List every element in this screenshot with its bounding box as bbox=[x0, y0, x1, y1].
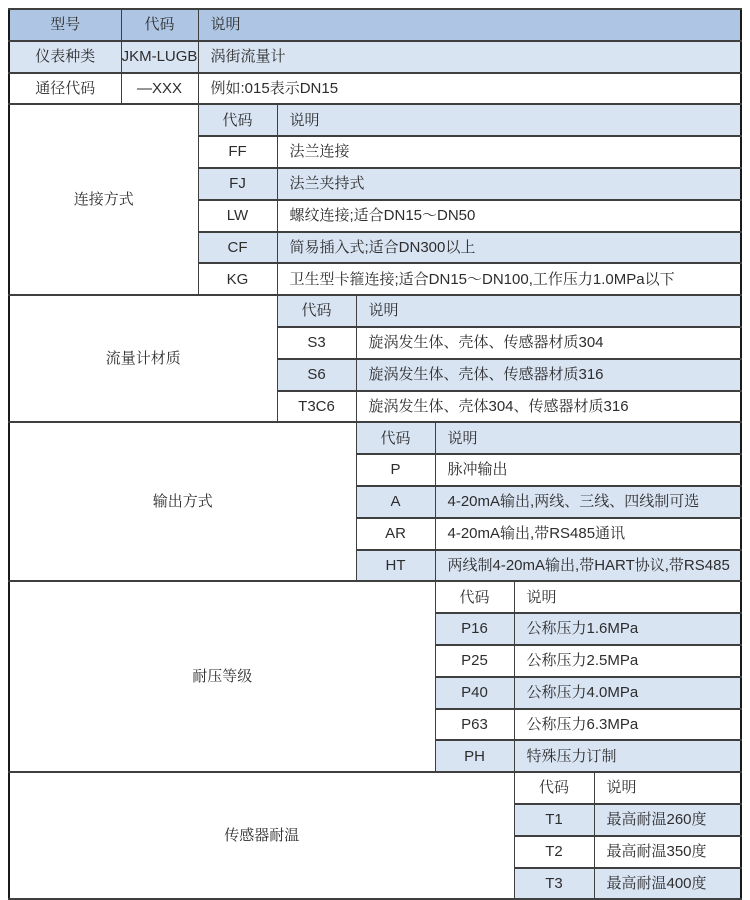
nested-code-header: 代码 bbox=[198, 104, 277, 136]
row-label-cell: 通径代码 bbox=[9, 73, 121, 105]
section-label: 流量计材质 bbox=[9, 295, 277, 422]
section-temperature-header-row bbox=[9, 772, 741, 804]
nested-code-header: 代码 bbox=[277, 295, 356, 327]
row-label-cell: 仪表种类 bbox=[9, 41, 121, 73]
desc-cell: 4-20mA输出,带RS485通讯 bbox=[435, 518, 741, 550]
row-desc-cell: 涡街流量计 bbox=[198, 41, 741, 73]
nested-desc-header: 说明 bbox=[435, 422, 741, 454]
code-cell: S6 bbox=[277, 359, 356, 391]
desc-cell: 旋涡发生体、壳体、传感器材质316 bbox=[356, 359, 741, 391]
code-cell: T3C6 bbox=[277, 391, 356, 423]
table-header-row bbox=[9, 9, 741, 41]
desc-cell: 最高耐温400度 bbox=[594, 868, 741, 900]
desc-cell: 脉冲输出 bbox=[435, 454, 741, 486]
nested-code-header: 代码 bbox=[435, 581, 514, 613]
code-cell: P25 bbox=[435, 645, 514, 677]
header-desc-cell: 说明 bbox=[198, 9, 741, 41]
nested-desc-header: 说明 bbox=[356, 295, 741, 327]
diameter-code-row bbox=[9, 73, 741, 105]
section-label: 连接方式 bbox=[9, 104, 198, 295]
section-connection-header-row bbox=[9, 104, 741, 136]
desc-cell: 特殊压力订制 bbox=[514, 740, 741, 772]
section-label: 传感器耐温 bbox=[9, 772, 514, 899]
model-selection-spec-table bbox=[8, 8, 742, 900]
code-cell: PH bbox=[435, 740, 514, 772]
code-cell: LW bbox=[198, 200, 277, 232]
nested-code-header: 代码 bbox=[356, 422, 435, 454]
code-cell: P40 bbox=[435, 677, 514, 709]
header-model-cell: 型号 bbox=[9, 9, 121, 41]
desc-cell: 最高耐温350度 bbox=[594, 836, 741, 868]
nested-desc-header: 说明 bbox=[514, 581, 741, 613]
code-cell: S3 bbox=[277, 327, 356, 359]
desc-cell: 公称压力2.5MPa bbox=[514, 645, 741, 677]
nested-desc-header: 说明 bbox=[594, 772, 741, 804]
row-code-cell: —XXX bbox=[121, 73, 198, 105]
desc-cell: 螺纹连接;适合DN15～DN50 bbox=[277, 200, 741, 232]
desc-cell: 旋涡发生体、壳体304、传感器材质316 bbox=[356, 391, 741, 423]
code-cell: T2 bbox=[514, 836, 594, 868]
desc-cell: 公称压力6.3MPa bbox=[514, 709, 741, 741]
code-cell: FJ bbox=[198, 168, 277, 200]
code-cell: A bbox=[356, 486, 435, 518]
row-code-cell: JKM-LUGB bbox=[121, 41, 198, 73]
nested-desc-header: 说明 bbox=[277, 104, 741, 136]
nested-code-header: 代码 bbox=[514, 772, 594, 804]
header-code-cell: 代码 bbox=[121, 9, 198, 41]
code-cell: P63 bbox=[435, 709, 514, 741]
code-cell: T3 bbox=[514, 868, 594, 900]
desc-cell: 法兰夹持式 bbox=[277, 168, 741, 200]
code-cell: P16 bbox=[435, 613, 514, 645]
desc-cell: 卫生型卡箍连接;适合DN15～DN100,工作压力1.0MPa以下 bbox=[277, 263, 741, 295]
section-pressure-header-row bbox=[9, 581, 741, 613]
desc-cell: 4-20mA输出,两线、三线、四线制可选 bbox=[435, 486, 741, 518]
desc-cell: 公称压力4.0MPa bbox=[514, 677, 741, 709]
desc-cell: 最高耐温260度 bbox=[594, 804, 741, 836]
code-cell: CF bbox=[198, 232, 277, 264]
desc-cell: 法兰连接 bbox=[277, 136, 741, 168]
code-cell: FF bbox=[198, 136, 277, 168]
desc-cell: 简易插入式;适合DN300以上 bbox=[277, 232, 741, 264]
code-cell: T1 bbox=[514, 804, 594, 836]
code-cell: P bbox=[356, 454, 435, 486]
section-label: 耐压等级 bbox=[9, 581, 435, 772]
code-cell: AR bbox=[356, 518, 435, 550]
instrument-type-row bbox=[9, 41, 741, 73]
section-material-header-row bbox=[9, 295, 741, 327]
desc-cell: 两线制4-20mA输出,带HART协议,带RS485 bbox=[435, 550, 741, 582]
section-label: 输出方式 bbox=[9, 422, 356, 581]
row-desc-cell: 例如:015表示DN15 bbox=[198, 73, 741, 105]
desc-cell: 公称压力1.6MPa bbox=[514, 613, 741, 645]
code-cell: HT bbox=[356, 550, 435, 582]
desc-cell: 旋涡发生体、壳体、传感器材质304 bbox=[356, 327, 741, 359]
code-cell: KG bbox=[198, 263, 277, 295]
section-output-header-row bbox=[9, 422, 741, 454]
